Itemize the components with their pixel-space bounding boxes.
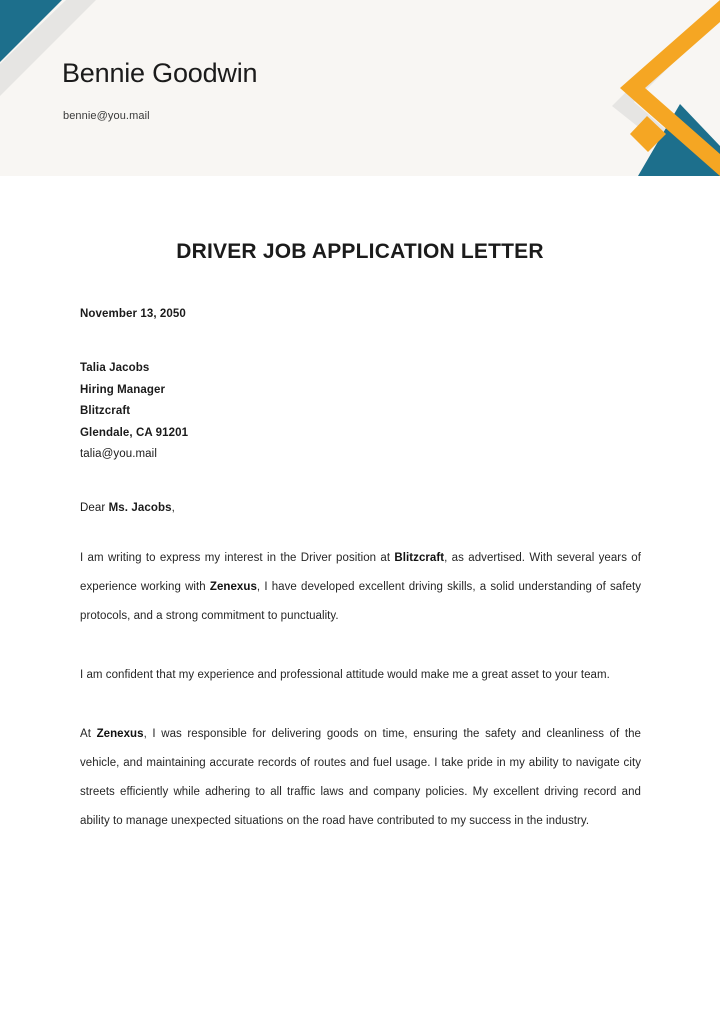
paragraph-text: I am writing to express my interest in the Driver position at: [80, 551, 395, 564]
letter-content: [80, 308, 641, 836]
body-paragraph: [80, 544, 641, 631]
paragraph-text: , as advertised. With several years of experience working with: [80, 551, 641, 593]
letter-date: November 13, 2050: [80, 308, 186, 320]
paragraph-text: At: [80, 727, 97, 740]
paragraph-text: I am confident that my experience and professional attitude would make me a great asset to your team.: [80, 668, 610, 681]
recipient-line: talia@you.mail: [80, 448, 157, 460]
document-title: DRIVER JOB APPLICATION LETTER: [176, 240, 544, 263]
paragraph-text: , I have developed excellent driving skills, a solid understanding of safety protocols, and a strong commitment to punctuality.: [80, 580, 641, 622]
body-paragraph: [80, 720, 641, 836]
salutation-suffix: ,: [171, 501, 175, 514]
recipient-line: Talia Jacobs: [80, 362, 150, 374]
recipient-address-block: [80, 358, 641, 466]
salutation-prefix: Dear: [80, 501, 109, 514]
body-paragraph: [80, 661, 641, 690]
recipient-line: Glendale, CA 91201: [80, 426, 189, 439]
letter-body: [80, 544, 641, 836]
salutation: [80, 502, 641, 514]
sender-email: bennie@you.mail: [63, 110, 150, 122]
recipient-line: Blitzcraft: [80, 405, 131, 417]
recipient-line: Hiring Manager: [80, 383, 166, 396]
sender-name: Bennie Goodwin: [62, 58, 258, 88]
emphasized-term: Blitzcraft: [394, 551, 445, 564]
emphasized-term: Zenexus: [96, 727, 144, 740]
emphasized-term: Zenexus: [209, 580, 257, 593]
paragraph-text: , I was responsible for delivering goods on time, ensuring the safety and cleanliness of the vehicle, and maintaining accurate records of routes and fuel usage. I take pride in my ability to navigate city streets efficiently while adhering to all traffic laws and company policies. My excellent driving record and ability to manage unexpected situations on the road have contributed to my success in the industry.: [80, 727, 641, 827]
letterhead-banner: [0, 0, 720, 176]
salutation-recipient-name: Ms. Jacobs: [108, 501, 172, 514]
